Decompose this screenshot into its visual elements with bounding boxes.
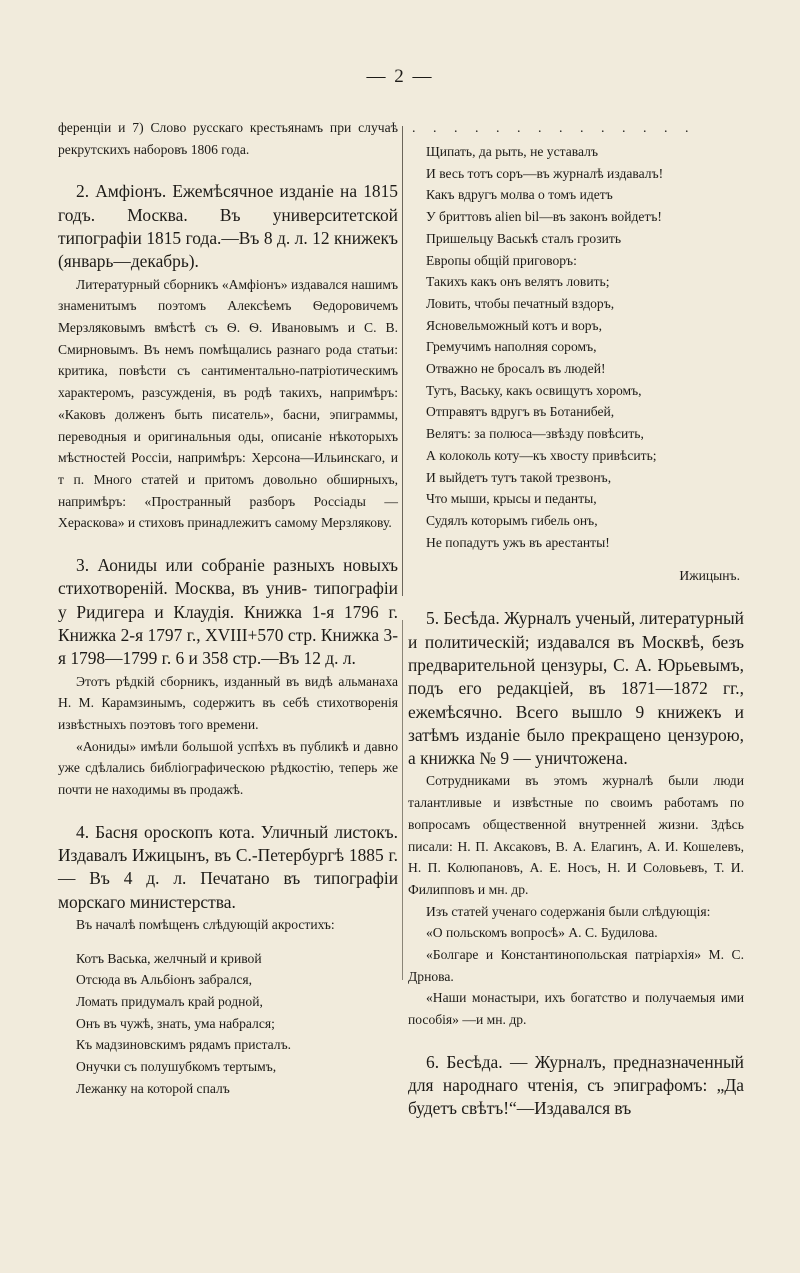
verse-line: Къ мадзиновскимъ рядамъ присталъ. bbox=[76, 1037, 291, 1053]
verse-line: А колоколь коту—къ хвосту привѣсить; bbox=[426, 447, 657, 463]
ellipsis-dots: . . . . . . . . . . . . . . bbox=[412, 121, 696, 136]
verse-line: Онучки съ полушубкомъ тертымъ, bbox=[76, 1059, 277, 1075]
verse-line: Не попадутъ ужъ въ арестанты! bbox=[426, 534, 610, 550]
entry-5-item-1: «О польскомъ вопросѣ» А. С. Будилова. bbox=[426, 925, 658, 941]
entry-2-heading: 2. Амфіонъ. Ежемѣсячное изданіе на 1815 годъ. Москва. Въ университетской типографіи 1815 года.—Въ 8 д. л. 12 книжекъ (январь—декабрь). bbox=[58, 181, 398, 272]
verse-line: Такихъ какъ онъ велятъ ловить; bbox=[426, 274, 610, 290]
column-divider-lower bbox=[402, 620, 403, 980]
verse-line: Щипать, да рыть, не уставалъ bbox=[426, 144, 598, 159]
entry-5-item-2: «Болгаре и Константинопольская патріархія» М. С. Дрнова. bbox=[408, 947, 744, 984]
column-divider bbox=[402, 126, 403, 596]
verse-line: Пришельцу Васькѣ сталъ грозить bbox=[426, 230, 622, 246]
intro-text: ференціи и 7) Слово русскаго крестьянамъ при случаѣ рекрутскихъ наборовъ 1806 года. bbox=[58, 120, 398, 157]
page-number: — 2 — bbox=[366, 66, 434, 87]
verse-line: Котъ Васька, желчный и кривой bbox=[76, 950, 262, 966]
entry-3-heading: 3. Аониды или собраніе разныхъ новыхъ стихотвореній. Москва, въ унив- типографіи у Ридигера и Клаудія. Книжка 1-я 1796 г. Книжка 2-я 1797 г., XVIII+570 стр. Книжка 3-я 1798—1799 г. 6 и 358 стр.—Въ 12 д. л. bbox=[58, 555, 398, 669]
right-column bbox=[408, 117, 744, 1121]
entry-3-body-1: Этотъ рѣдкій сборникъ, изданный въ видѣ альманаха Н. М. Карамзинымъ, содержитъ въ себѣ стихотворенія извѣстныхъ поэтовъ того времени. bbox=[58, 673, 398, 732]
verse-line: Отправятъ вдругъ въ Ботанибей, bbox=[426, 404, 615, 420]
verse-line: Ловить, чтобы печатный вздоръ, bbox=[426, 295, 615, 311]
verse-line: Судялъ которымъ гибель онъ, bbox=[426, 512, 598, 528]
entry-3-body-2: «Аониды» имѣли большой успѣхъ въ публикѣ и давно уже сдѣлались библіографическою рѣдкостію, теперь же почти не находимы въ продажѣ. bbox=[58, 738, 398, 798]
verse-line: Ясновельможный котъ и воръ, bbox=[426, 317, 602, 333]
verse-line: У бриттовъ alien bil—въ законъ войдетъ! bbox=[426, 209, 662, 225]
entry-5-body-2: Изъ статей ученаго содержанія были слѣдующія: bbox=[426, 903, 711, 919]
entry-5-body-1: Сотрудниками въ этомъ журналѣ были люди талантливые и извѣстные по своимъ работамъ по вопросамъ общественной внутренней жизни. Здѣсь писали: Н. П. Аксаковъ, В. А. Елагинъ, А. И. Кошелевъ, Н. П. Колюпановъ, А. Е. Носъ, Н. И Соловьевъ, Т. И. Филипповъ и мн. др. bbox=[408, 773, 744, 897]
entry-6-heading: 6. Бесѣда. — Журналъ, предназначенный для народнаго чтенія, съ эпиграфомъ: „Да будетъ свѣтъ!“—Издавался въ bbox=[408, 1051, 744, 1119]
entry-5-heading: 5. Бесѣда. Журналъ ученый, литературный и политическій; издавался въ Москвѣ, безъ предварительной цензуры, С. А. Юрьевымъ, подъ его редакціей, въ 1871—1872 гг., ежемѣсячно. Всего вышло 9 книжекъ и затѣмъ изданіе было прекращено цензурою, а книжка № 9 — уничтожена. bbox=[408, 608, 744, 769]
entry-5-item-3: «Наши монастыри, ихъ богатство и получаемыя ими пособія» —и мн. др. bbox=[408, 990, 744, 1028]
verse-line: Ломать придумалъ край родной, bbox=[76, 994, 263, 1010]
verse-line: И выйдетъ тутъ такой трезвонъ, bbox=[426, 469, 612, 485]
verse-line: Что мыши, крысы и педанты, bbox=[426, 491, 597, 507]
verse-line: Отсюда въ Альбіонъ забрался, bbox=[76, 972, 253, 988]
entry-2-body: Литературный сборникъ «Амфіонъ» издавался нашимъ знаменитымъ поэтомъ Алексѣемъ Ѳедоровичемъ Мерзляковымъ вмѣстѣ съ Ѳ. Ѳ. Ивановымъ и С. В. Смирновымъ. Въ немъ помѣщались разнаго рода статьи: критика, повѣсти съ сантиментально-патріотическимъ характеромъ, разсужденія, въ родѣ такихъ, напримѣръ: «Каковъ долженъ быть писатель», басни, эпиграммы, переводныя и оригинальныя оды, описаніе нѣкоторыхъ мѣстностей Россіи, напримѣръ: Херсона—Ильинскаго, и т п. Много статей и притомъ довольно обширныхъ, напримѣръ: «Пространный разборъ Россіады — Хераскова» и стиховъ принадлежитъ самому Мерзлякову. bbox=[58, 276, 398, 531]
verse-line: Какъ вдругъ молва о томъ идетъ bbox=[426, 187, 613, 203]
entry-4-body: Въ началѣ помѣщенъ слѣдующій акростихъ: bbox=[76, 916, 335, 932]
verse-line: Европы общій приговоръ: bbox=[426, 252, 577, 268]
entry-4-heading: 4. Басня ороскопъ кота. Уличный листокъ. Издавалъ Ижицынъ, въ С.-Петербургѣ 1885 г. — Въ 4 д. л. Печатано въ типографіи морскаго министерства. bbox=[58, 821, 398, 912]
acrostic-verse-right bbox=[426, 141, 744, 553]
acrostic-verse-left bbox=[76, 948, 398, 1100]
verse-line: И весь тотъ соръ—въ журналѣ издавалъ! bbox=[426, 165, 664, 181]
verse-line: Гремучимъ наполняя соромъ, bbox=[426, 339, 597, 355]
verse-line: Онъ въ чужѣ, знать, ума набрался; bbox=[76, 1015, 275, 1031]
left-column bbox=[58, 117, 398, 1100]
verse-line: Лежанку на которой спалъ bbox=[76, 1080, 230, 1096]
signature: Ижицынъ. bbox=[679, 568, 740, 584]
verse-line: Отважно не бросалъ въ людей! bbox=[426, 361, 606, 377]
verse-line: Велятъ: за полюса—звѣзду повѣсить, bbox=[426, 426, 644, 442]
verse-line: Тутъ, Ваську, какъ освищутъ хоромъ, bbox=[426, 382, 642, 398]
